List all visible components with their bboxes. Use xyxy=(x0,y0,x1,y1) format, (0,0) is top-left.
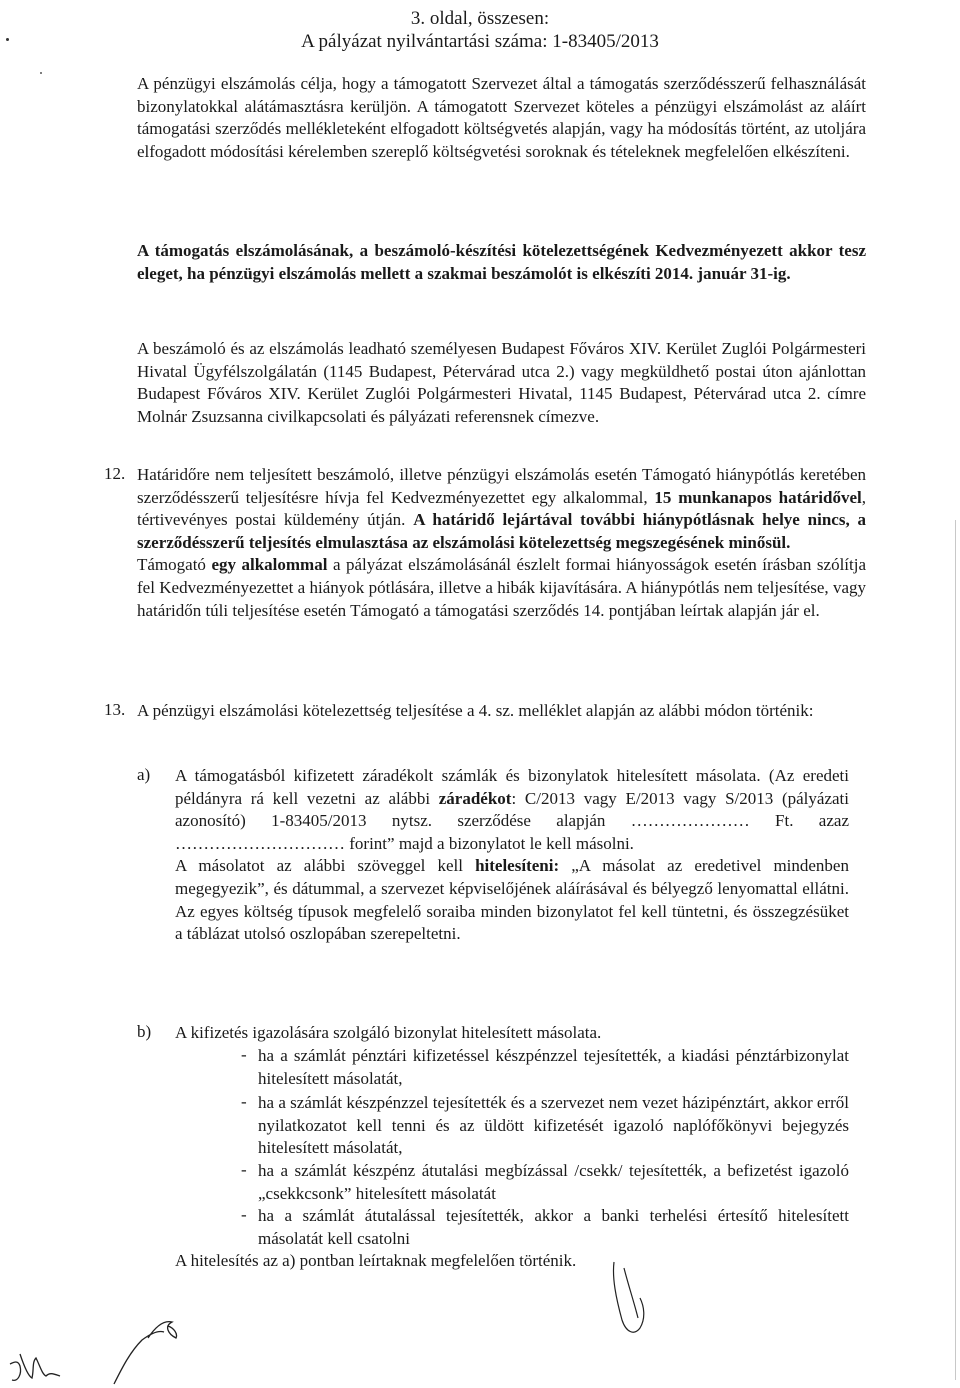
item-a-text-1: A támogatásból kifizetett záradékolt számlák és bizonylatok hitelesített másolata. (Az eredeti példányra rá kell vezetni az alábbi xyxy=(175,766,849,808)
paragraph-report-deadline: A támogatás elszámolásának, a beszámoló-készítési kötelezettségének Kedvezményezett akkor tesz eleget, ha pénzügyi elszámolás mellett a szakmai beszámolót is elkészíti 2014. január 31-ig. xyxy=(137,241,866,283)
item-a-bold-clause: záradékot xyxy=(438,788,512,808)
bullet-item: ha a számlát készpénzzel tejesítették és a szervezet nem vezet házipénztárt, akkor erről nyilatkozatot kell tenni és az üldött kifizetését igazoló naplófőkönyvi bejegyzés hitelesített másolatát, xyxy=(258,1093,849,1158)
item-a-text xyxy=(175,765,849,946)
item-b-label: b) xyxy=(137,1022,152,1041)
handwritten-initials xyxy=(6,1346,66,1386)
handwritten-initial-signature xyxy=(108,1312,208,1388)
section-number-12: 12. xyxy=(104,464,126,483)
bullet-item: ha a számlát átutalással tejesítették, akkor a banki terhelési értesítő hitelesített másolatát kell csatolni xyxy=(258,1206,849,1248)
paragraph-submission: A beszámoló és az elszámolás leadható személyesen Budapest Főváros XIV. Kerület Zuglói Polgármesteri Hivatal Ügyfélszolgálatán (1145 Budapest, Pétervárad utca 2.) vagy megküldhető postai úton ajánlottan Budapest Főváros XIV. Kerület Zuglói Polgármesteri Hivatal, 1145 Budapest, Pétervárad utca 2. címre Molnár Zsuzsanna civilkapcsolati és pályázati referensnek címezve. xyxy=(137,339,866,426)
s12-text-2: , tértivevényes postai küldemény útján. xyxy=(137,487,866,530)
bullet-dash: - xyxy=(241,1092,247,1111)
s12-bold-warning: A határidő lejártával további hiánypótlásnak helye nincs, a szerződésszerű teljesítés elmulasztása az elszámolási kötelezettség megszegésének minősül. xyxy=(137,510,867,552)
s12-bold-deadline: 15 munkanapos határidővel xyxy=(654,487,862,507)
s12-text-4: a pályázat elszámolásánál észlelt formai hiányosságok esetén írásban szólítja fel Kedvezményezettet a hiányok pótlására, illetve a hibák kijavítására. A hiánypótlás nem teljesítése, vagy határidőn túli teljesítése esetén Támogató a támogatási szerződés 14. pontjában leírtak alapján jár el. xyxy=(137,555,867,620)
bullet-item: ha a számlát pénztári kifizetéssel készpénzzel tejesítették, a kiadási pénztárbizonylat hitelesített másolatát, xyxy=(258,1046,849,1088)
bullet-dash: - xyxy=(241,1045,247,1064)
item-a-label: a) xyxy=(137,765,151,784)
bullet-dash: - xyxy=(241,1205,247,1224)
section-number-13: 13. xyxy=(104,700,126,719)
section-13-text: A pénzügyi elszámolási kötelezettség teljesítése a 4. sz. melléklet alapján az alábbi módon történik: xyxy=(137,701,814,720)
handwritten-mark xyxy=(600,1258,670,1348)
item-b-closing: A hitelesítés az a) pontban leírtaknak megfelelően történik. xyxy=(175,1251,577,1270)
paragraph-settlement-purpose: A pénzügyi elszámolás célja, hogy a támogatott Szervezet által a támogatás szerződésszerű felhasználását bizonylatokkal alátámasztásra kerüljön. A támogatott Szervezet köteles a pénzügyi elszámolást az aláírt támogatási szerződés mellékleteként elfogadott költségvetés alapján, vagy ha módosítás történt, az utoljára elfogadott módosítási kérelemben szereplő költségvetési soroknak és tételeknek megfelelően elkészíteni. xyxy=(137,74,866,161)
s12-text-1: Határidőre nem teljesített beszámoló, illetve pénzügyi elszámolás esetén Támogató hiánypótlás keretében szerződésszerű teljesítésre hívja fel Kedvezményezettet egy alkalommal, xyxy=(137,465,866,507)
scan-edge-line xyxy=(955,520,956,1380)
bullet-item: ha a számlát készpénz átutalási megbízással /csekk/ tejesítették, a befizetést igazoló „csekkcsonk” hitelesített másolatát xyxy=(258,1161,849,1203)
s12-bold-once: egy alkalommal xyxy=(211,555,328,575)
scan-speck xyxy=(40,72,42,74)
s12-text-3: Támogató xyxy=(137,555,212,575)
item-b-intro: A kifizetés igazolására szolgáló bizonylat hitelesített másolata. xyxy=(175,1023,602,1042)
page-number-line: 3. oldal, összesen: xyxy=(410,8,550,29)
item-a-bold-certify: hitelesíteni: xyxy=(475,856,560,876)
registration-number-line: A pályázat nyilvántartási száma: 1-83405/2013 xyxy=(301,31,659,52)
item-a-text-3: A másolatot az alábbi szöveggel kell xyxy=(175,856,476,876)
item-a-text-4: „A másolat az eredetivel mindenben megegyezik”, és dátummal, a szervezet képviselőjének aláírásával és bélyegző lenyomattal ellátni. Az egyes költség típusok megfelelő soraiba minden bizonylatot fel kell tüntetni, és összegzésüket a táblázat utolsó oszlopában szerepeltetni. xyxy=(175,856,849,944)
item-a-text-2: : C/2013 vagy E/2013 vagy S/2013 (pályázati azonosító) 1-83405/2013 nytsz. szerződése alapján ………………… Ft. azaz ………………………… forint” majd a bizonylatot le kell másolni. xyxy=(175,788,849,853)
section-12-text xyxy=(137,464,866,622)
bullet-dash: - xyxy=(241,1160,247,1179)
